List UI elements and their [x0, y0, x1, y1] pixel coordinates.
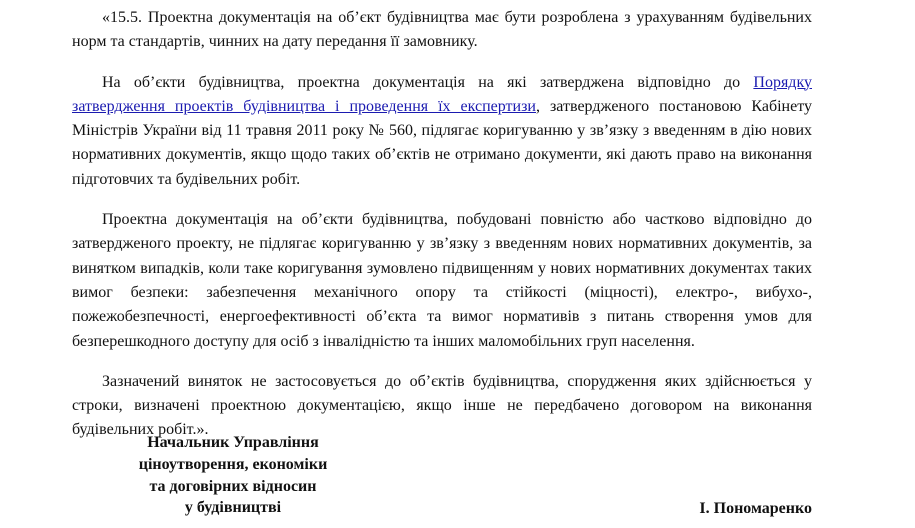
signatory-name: І. Пономаренко: [699, 500, 812, 517]
signatory-position: [72, 432, 394, 519]
signatory-position-line: ціноутворення, економіки: [138, 455, 328, 473]
paragraph-text-before-link: На об’єкти будівництва, проектна документація на які затверджена відповідно до: [102, 73, 754, 91]
paragraph-existing-projects: [72, 71, 812, 192]
procedure-link[interactable]: Порядку затвердження проектів будівництва і проведення їх експертизи: [72, 73, 812, 115]
signatory-position-line: Начальник Управління: [147, 434, 319, 451]
signatory-position-line: у будівництві: [184, 499, 282, 517]
paragraph-text-after-link: , затвердженого постановою Кабінету Міністрів України від 11 травня 2011 року № 560, підлягає коригуванню у зв’язку з введенням в дію нових нормативних документів, якщо щодо таких об’єктів не отримано документи, які дають право на виконання підготовчих та будівельних робіт.: [72, 97, 813, 188]
paragraph-built-objects: Проектна документація на об’єкти будівництва, побудовані повністю або частково відповідно до затвердженого проекту, не підлягає коригуванню у зв’язку з введенням нових нормативних документів, за винятком випадків, коли таке коригування зумовлено підвищенням у нових нормативних документах таких вимог безпеки: забезпечення механічного опору та стійкості (міцності), електро-, вибухо-, пожежобезпечності, енергоефективності об’єкта та вимог нормативів з питань створення умов для безперешкодного доступу для осіб з інвалідністю та інших маломобільних груп населення.: [72, 211, 812, 350]
signature-block: [72, 432, 812, 528]
document-body: [72, 6, 812, 459]
signatory-position-line: та договірних відносин: [149, 477, 317, 495]
paragraph-15-5: «15.5. Проектна документація на об’єкт будівництва має бути розроблена з урахуванням будівельних норм та стандартів, чинних на дату передання її замовнику.: [72, 9, 812, 51]
paragraph-exception: Зазначений виняток не застосовується до об’єктів будівництва, спорудження яких здійснюється у строки, визначені проектною документацією, якщо інше не передбачено договором на виконання будівельних робіт.».: [72, 372, 812, 439]
